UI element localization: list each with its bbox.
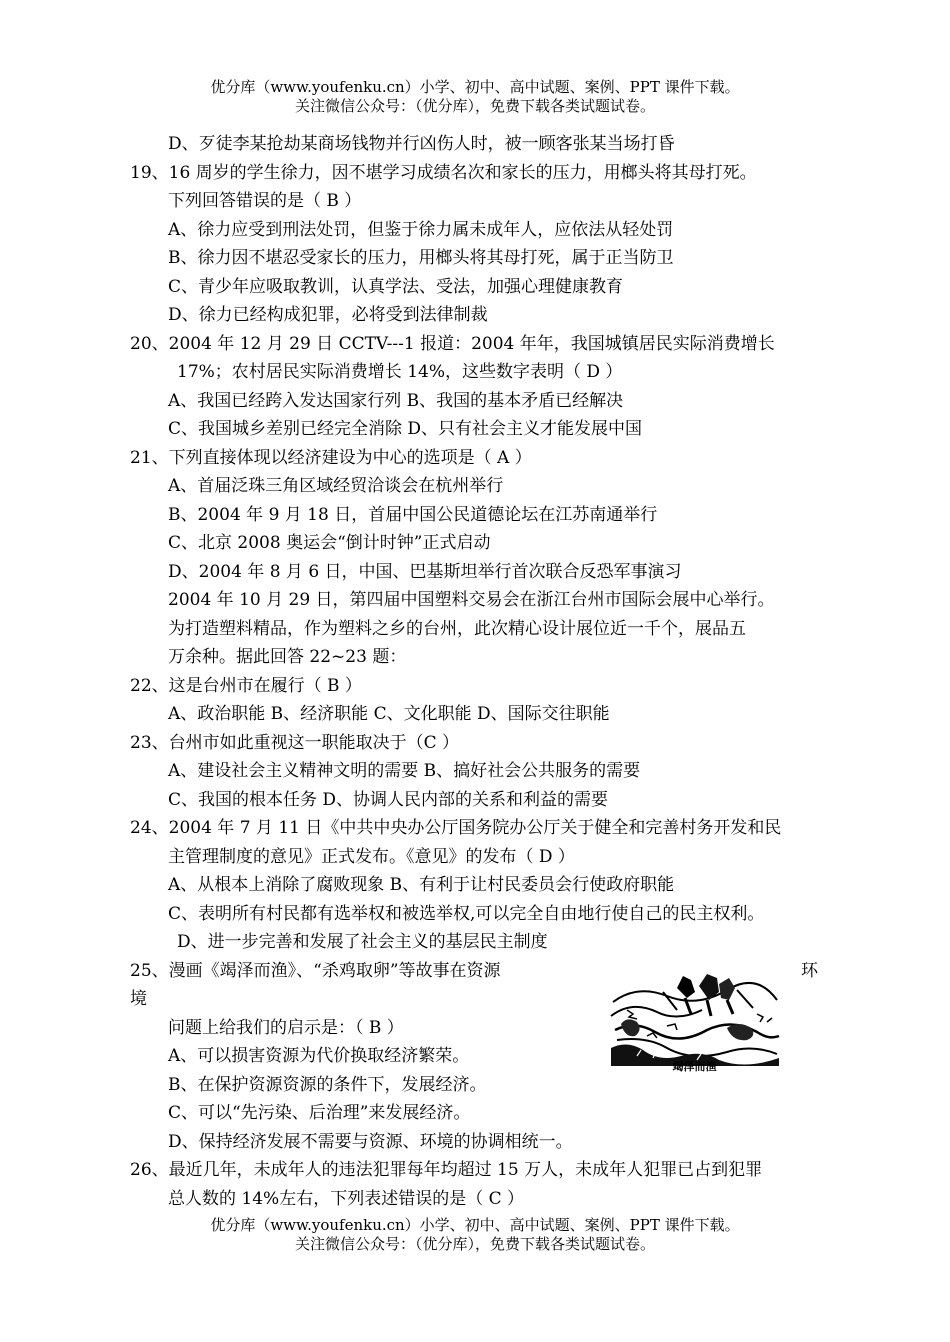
q25-option-a: A、可以损害资源为代价换取经济繁荣。 bbox=[168, 1046, 470, 1066]
cartoon-caption: 竭泽而渔 bbox=[672, 1060, 717, 1073]
q23-stem: 23、台州市如此重视这一职能取决于（C ） bbox=[130, 733, 460, 753]
page-header-line-1: 优分库（www.youfenku.cn）小学、初中、高中试题、案例、PPT 课件下载。 bbox=[210, 78, 740, 96]
page-footer-line-1: 优分库（www.youfenku.cn）小学、初中、高中试题、案例、PPT 课件下载。 bbox=[210, 1216, 740, 1234]
q24-options-ab: A、从根本上消除了腐败现象 B、有利于让村民委员会行使政府职能 bbox=[168, 875, 675, 895]
q24-stem-cont: 主管理制度的意见》正式发布。《意见》的发布（ D ） bbox=[168, 847, 575, 867]
q19-option-c: C、青少年应吸取教训，认真学法、受法，加强心理健康教育 bbox=[168, 277, 624, 297]
q25-option-d: D、保持经济发展不需要与资源、环境的协调相统一。 bbox=[168, 1132, 573, 1152]
q20-options-ab: A、我国已经跨入发达国家行列 B、我国的基本矛盾已经解决 bbox=[168, 391, 624, 411]
q25-stem-cont: 问题上给我们的启示是：（ B ） bbox=[168, 1018, 404, 1038]
q22-stem: 22、这是台州市在履行（ B ） bbox=[130, 676, 362, 696]
q19-option-d: D、徐力已经构成犯罪，必将受到法律制裁 bbox=[168, 305, 488, 325]
material-line-1: 2004 年 10 月 29 日，第四届中国塑料交易会在浙江台州市国际会展中心举行。 bbox=[168, 590, 775, 610]
material-line-3: 万余种。据此回答 22~23 题： bbox=[168, 647, 407, 667]
q20-stem-cont: 17%；农村居民实际消费增长 14%，这些数字表明（ D ） bbox=[177, 362, 623, 382]
q24-option-d: D、进一步完善和发展了社会主义的基层民主制度 bbox=[177, 932, 548, 952]
q18-option-d: D、歹徒李某抢劫某商场钱物并行凶伤人时，被一顾客张某当场打昏 bbox=[168, 134, 675, 154]
q26-stem: 26、最近几年，未成年人的违法犯罪每年均超过 15 万人，未成年人犯罪已占到犯罪 bbox=[130, 1160, 763, 1180]
q25-stem-wrap: 境 bbox=[130, 989, 147, 1009]
q21-option-a: A、首届泛珠三角区域经贸洽谈会在杭州举行 bbox=[168, 476, 504, 496]
q22-options: A、政治职能 B、经济职能 C、文化职能 D、国际交往职能 bbox=[168, 704, 610, 724]
q25-stem-tail: 环 bbox=[801, 961, 818, 981]
q25-option-b: B、在保护资源资源的条件下，发展经济。 bbox=[168, 1075, 487, 1095]
q24-stem: 24、2004 年 7 月 11 日《中共中央办公厅国务院办公厅关于健全和完善村务开发和民 bbox=[130, 818, 782, 838]
q19-stem-cont: 下列回答错误的是（ B ） bbox=[168, 191, 362, 211]
q21-option-c: C、北京 2008 奥运会“倒计时钟”正式启动 bbox=[168, 533, 491, 553]
q21-stem: 21、下列直接体现以经济建设为中心的选项是（ A ） bbox=[130, 448, 532, 468]
q25-option-c: C、可以“先污染、后治理”来发展经济。 bbox=[168, 1103, 471, 1123]
q21-option-b: B、2004 年 9 月 18 日，首届中国公民道德论坛在江苏南通举行 bbox=[168, 505, 658, 525]
page-footer-line-2: 关注微信公众号：（优分库），免费下载各类试题试卷。 bbox=[294, 1235, 655, 1253]
q21-option-d: D、2004 年 8 月 6 日，中国、巴基斯坦举行首次联合反恐军事演习 bbox=[168, 562, 682, 582]
q23-options-ab: A、建设社会主义精神文明的需要 B、搞好社会公共服务的需要 bbox=[168, 761, 641, 781]
q20-stem: 20、2004 年 12 月 29 日 CCTV---1 报道：2004 年年，我国城镇居民实际消费增长 bbox=[130, 334, 775, 354]
q19-stem: 19、16 周岁的学生徐力，因不堪学习成绩名次和家长的压力，用榔头将其母打死。 bbox=[130, 163, 757, 183]
page-header-line-2: 关注微信公众号：（优分库），免费下载各类试题试卷。 bbox=[294, 97, 655, 115]
q26-stem-cont: 总人数的 14%左右，下列表述错误的是（ C ） bbox=[168, 1189, 525, 1209]
material-line-2: 为打造塑料精品，作为塑料之乡的台州，此次精心设计展位近一千个，展品五 bbox=[168, 619, 746, 639]
q20-options-cd: C、我国城乡差别已经完全消除 D、只有社会主义才能发展中国 bbox=[168, 419, 643, 439]
q19-option-a: A、徐力应受到刑法处罚，但鉴于徐力属未成年人，应依法从轻处罚 bbox=[168, 220, 674, 240]
q23-options-cd: C、我国的根本任务 D、协调人民内部的关系和利益的需要 bbox=[168, 790, 609, 810]
q25-stem: 25、漫画《竭泽而渔》、“杀鸡取卵”等故事在资源 bbox=[130, 961, 501, 981]
q24-option-c: C、表明所有村民都有选举权和被选举权,可以完全自由地行使自己的民主权利。 bbox=[168, 904, 765, 924]
cartoon-illustration bbox=[607, 970, 782, 1078]
q19-option-b: B、徐力因不堪忍受家长的压力，用榔头将其母打死，属于正当防卫 bbox=[168, 248, 674, 268]
